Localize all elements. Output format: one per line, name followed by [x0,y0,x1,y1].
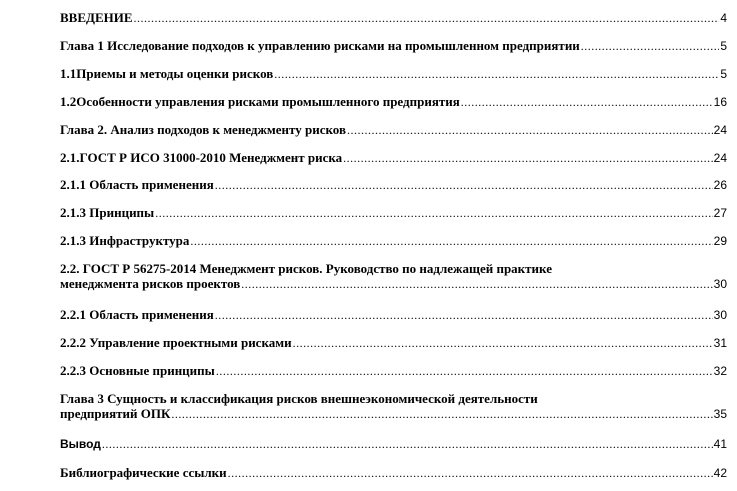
dot-leader [102,437,713,452]
dot-leader [190,234,712,249]
toc-entry-title: Библиографические ссылки [60,465,227,480]
toc-line [60,38,727,54]
toc-line [60,406,727,422]
dot-leader [274,67,719,82]
toc-entry-section-2-2[interactable] [60,261,727,292]
toc-entry-bibliography[interactable] [60,465,727,481]
dot-leader [215,178,713,193]
toc-entry-page: 29 [713,234,727,248]
dot-leader [134,11,720,26]
toc-entry-page: 26 [713,178,727,192]
toc-line [60,233,727,249]
toc-entry-title: 2.2.1 Область применения [60,307,214,322]
toc-entry-page: 27 [713,206,727,220]
toc-entry-section-1-2[interactable] [60,94,727,110]
toc-line [60,363,727,379]
dot-leader [228,466,713,481]
toc-entry-title: 2.1.1 Область применения [60,177,214,192]
toc-line [60,177,727,193]
toc-entry-section-2-1-1[interactable] [60,177,727,193]
toc-entry-title: 2.2.2 Управление проектными рисками [60,335,292,350]
toc-entry-section-1-1[interactable] [60,66,727,82]
dot-leader [241,277,712,292]
dot-leader [216,364,713,379]
toc-entry-title-line-1: Глава 3 Сущность и классификация рисков внешнеэкономической деятельности [60,391,538,406]
dot-leader [171,407,712,422]
toc-line [60,10,727,26]
toc-entry-chapter-1[interactable] [60,38,727,54]
toc-entry-title: 2.1.3 Инфраструктура [60,233,190,248]
toc-entry-title: 1.2Особенности управления рисками промышленного предприятия [60,94,460,109]
toc-line [60,335,727,351]
toc-entry-title: 1.1Приемы и методы оценки рисков [60,66,274,81]
toc-entry-title: Вывод [60,437,101,451]
toc-line [60,94,727,110]
toc-entry-page: 42 [713,466,727,480]
dot-leader [461,95,713,110]
toc-entry-page: 32 [713,364,727,378]
toc-line [60,465,727,481]
toc-entry-title-line-2: менеджмента рисков проектов [60,276,241,291]
toc-entry-section-2-2-1[interactable] [60,307,727,323]
toc-entry-section-2-1-3-principles[interactable] [60,205,727,221]
toc-entry-title: 2.1.ГОСТ Р ИСО 31000-2010 Менеджмент риска [60,150,343,165]
dot-leader [293,336,713,351]
toc-entry-page: 5 [720,39,727,53]
dot-leader [155,206,712,221]
toc-entry-section-2-1[interactable] [60,150,727,166]
toc-line [60,276,727,292]
toc-entry-title: Глава 1 Исследование подходов к управлению рисками на промышленном предприятии [60,38,580,53]
toc-entry-section-2-2-2[interactable] [60,335,727,351]
toc-entry-title: ВВЕДЕНИЕ [60,10,133,25]
toc-line [60,205,727,221]
dot-leader [215,308,713,323]
toc-entry-page: 41 [713,437,727,451]
toc-entry-chapter-3[interactable] [60,391,727,422]
toc-entry-chapter-2[interactable] [60,122,727,138]
toc-line [60,150,727,166]
toc-entry-section-2-2-3[interactable] [60,363,727,379]
toc-entry-section-2-1-3-infrastructure[interactable] [60,233,727,249]
toc-line [60,122,727,138]
dot-leader [581,39,720,54]
toc-entry-conclusion[interactable] [60,437,727,452]
toc-entry-page: 16 [713,95,727,109]
toc-entry-title: 2.2.3 Основные принципы [60,363,215,378]
toc-entry-title: 2.1.3 Принципы [60,205,155,220]
toc-entry-introduction[interactable] [60,10,727,26]
toc-entry-page: 24 [713,151,727,165]
toc-line [60,66,727,82]
toc-entry-page: 4 [720,11,727,25]
toc-line [60,307,727,323]
toc-entry-page: 30 [713,277,727,291]
toc-entry-title-line-1: 2.2. ГОСТ Р 56275-2014 Менеджмент рисков. Руководство по надлежащей практике [60,261,552,276]
toc-entry-page: 30 [713,308,727,322]
toc-entry-page: 5 [720,67,727,81]
toc-entry-page: 24 [713,123,727,137]
dot-leader [343,151,712,166]
toc-entry-title-line-2: предприятий ОПК [60,406,171,421]
toc-entry-title: Глава 2. Анализ подходов к менеджменту рисков [60,122,347,137]
toc-entry-page: 31 [713,336,727,350]
dot-leader [347,123,713,138]
toc-entry-page: 35 [713,407,727,421]
toc-line [60,437,727,452]
